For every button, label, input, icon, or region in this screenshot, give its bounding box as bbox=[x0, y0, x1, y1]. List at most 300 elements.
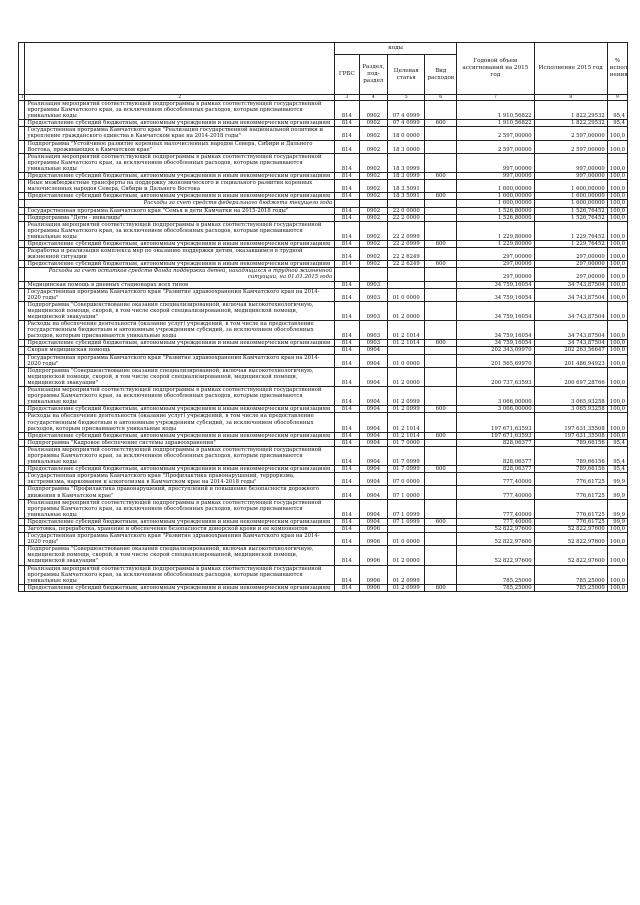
row-article-cell: 22 2 0999 bbox=[388, 221, 425, 240]
row-name-cell: Предоставление субсидий бюджетным, автономным учреждениям и иным некоммерческим организациям bbox=[25, 340, 335, 347]
row-exec-cell: 197 631,35508 bbox=[534, 413, 607, 432]
table-row bbox=[19, 240, 628, 247]
row-grbs-cell: 814 bbox=[335, 281, 359, 288]
header-grbs: ГРБС bbox=[335, 55, 359, 95]
row-grbs-cell: 814 bbox=[335, 240, 359, 247]
table-row bbox=[19, 261, 628, 268]
row-section-cell: 0902 bbox=[359, 173, 388, 180]
row-name-cell: Предоставление субсидий бюджетным, автономным учреждениям и иным некоммерческим организациям bbox=[25, 584, 335, 591]
row-section-cell: 0902 bbox=[359, 248, 388, 261]
row-pct-cell: 100,0 bbox=[607, 367, 627, 386]
row-section-cell: 0904 bbox=[359, 387, 388, 406]
row-exp-type-cell bbox=[425, 387, 457, 406]
row-name-cell: Государственная программа Камчатского края "Семья и дети Камчатки на 2015-2018 годы" bbox=[25, 207, 335, 214]
row-grbs-cell: 814 bbox=[335, 518, 359, 525]
row-exec-cell: 3 065,93258 bbox=[534, 387, 607, 406]
row-section-cell: 0902 bbox=[359, 101, 388, 120]
row-exp-type-cell: 600 bbox=[425, 584, 457, 591]
row-grbs-cell: 814 bbox=[335, 499, 359, 518]
row-pct-cell: 100,0 bbox=[607, 301, 627, 320]
row-section-cell: 0904 bbox=[359, 466, 388, 473]
table-row bbox=[19, 301, 628, 320]
row-section-cell: 0903 bbox=[359, 281, 388, 288]
row-section-cell: 0904 bbox=[359, 354, 388, 367]
row-grbs-cell: 814 bbox=[335, 261, 359, 268]
row-grbs-cell: 814 bbox=[335, 526, 359, 533]
row-pct-cell: 99,9 bbox=[607, 473, 627, 486]
row-article-cell: 01 7 0999 bbox=[388, 446, 425, 465]
row-exec-cell: 200 697,28766 bbox=[534, 367, 607, 386]
table-row bbox=[19, 446, 628, 465]
row-exp-type-cell bbox=[425, 207, 457, 214]
row-exec-cell: 34 743,87504 bbox=[534, 301, 607, 320]
row-pct-cell: 100,0 bbox=[607, 268, 627, 281]
row-exec-cell: 1 600,00000 bbox=[534, 193, 607, 200]
table-row bbox=[19, 354, 628, 367]
row-pct-cell: 100,0 bbox=[607, 526, 627, 533]
row-annual-cell: 2 597,00000 bbox=[457, 140, 534, 153]
row-exp-type-cell: 600 bbox=[425, 173, 457, 180]
table-row bbox=[19, 584, 628, 591]
row-section-cell: 0903 bbox=[359, 340, 388, 347]
table-row bbox=[19, 173, 628, 180]
row-article-cell: 01 2 1014 bbox=[388, 413, 425, 432]
row-grbs-cell bbox=[335, 200, 359, 207]
row-exec-cell: 3 065,93258 bbox=[534, 406, 607, 413]
budget-sheet bbox=[18, 42, 628, 592]
row-article-cell: 07 4 0999 bbox=[388, 101, 425, 120]
row-name-cell: Государственная программа Камчатского края "Развитие здравоохранения Камчатского края на 2014-2020 годы" bbox=[25, 288, 335, 301]
row-exec-cell: 201 486,94923 bbox=[534, 354, 607, 367]
row-pct-cell: 95,4 bbox=[607, 446, 627, 465]
row-exp-type-cell bbox=[425, 546, 457, 565]
row-grbs-cell: 814 bbox=[335, 439, 359, 446]
row-exp-type-cell bbox=[425, 473, 457, 486]
table-row bbox=[19, 207, 628, 214]
table-row bbox=[19, 347, 628, 354]
row-exec-cell: 1 822,29532 bbox=[534, 120, 607, 127]
row-exec-cell: 789,66156 bbox=[534, 446, 607, 465]
row-exec-cell: 785,25000 bbox=[534, 565, 607, 584]
row-name-cell: Реализация мероприятий соответствующей подпрограммы в рамках соответствующей государственной программы Камчатского края, за исключением обособленных расходов, которым присваиваются уникальные коды bbox=[25, 565, 335, 584]
row-exec-cell: 52 822,97600 bbox=[534, 546, 607, 565]
row-grbs-cell: 814 bbox=[335, 367, 359, 386]
row-grbs-cell: 814 bbox=[335, 432, 359, 439]
row-section-cell: 0904 bbox=[359, 347, 388, 354]
row-grbs-cell: 814 bbox=[335, 340, 359, 347]
row-annual-cell: 777,40000 bbox=[457, 499, 534, 518]
row-section-cell: 0904 bbox=[359, 406, 388, 413]
row-grbs-cell: 814 bbox=[335, 473, 359, 486]
row-grbs-cell: 814 bbox=[335, 565, 359, 584]
row-section-cell: 0906 bbox=[359, 526, 388, 533]
row-article-cell bbox=[388, 281, 425, 288]
index-cell: 7 bbox=[457, 95, 534, 101]
row-name-cell: Реализация мероприятий соответствующей подпрограммы в рамках соответствующей государственной программы Камчатского края, за исключением обособленных расходов, которым присваиваются уникальные коды bbox=[25, 101, 335, 120]
row-pct-cell: 100,0 bbox=[607, 281, 627, 288]
table-row bbox=[19, 406, 628, 413]
row-section-cell: 0904 bbox=[359, 439, 388, 446]
row-name-cell: Подпрограмма "Дети - инвалиды" bbox=[25, 214, 335, 221]
row-annual-cell: 3 066,00000 bbox=[457, 387, 534, 406]
row-section-cell: 0902 bbox=[359, 180, 388, 193]
row-grbs-cell: 814 bbox=[335, 413, 359, 432]
row-annual-cell: 200 737,63593 bbox=[457, 367, 534, 386]
row-name-cell: Подпрограмма "Кадровое обеспечение системы здравоохранения" bbox=[25, 439, 335, 446]
row-annual-cell: 201 565,69970 bbox=[457, 354, 534, 367]
row-article-cell: 07 1 0999 bbox=[388, 499, 425, 518]
row-grbs-cell: 814 bbox=[335, 466, 359, 473]
row-section-cell: 0906 bbox=[359, 546, 388, 565]
row-exec-cell: 297,00000 bbox=[534, 248, 607, 261]
row-pct-cell: 95,4 bbox=[607, 101, 627, 120]
row-section-cell: 0904 bbox=[359, 518, 388, 525]
row-name-cell: Предоставление субсидий бюджетным, автономным учреждениям и иным некоммерческим организациям bbox=[25, 261, 335, 268]
row-pct-cell: 100,0 bbox=[607, 180, 627, 193]
row-grbs-cell: 814 bbox=[335, 347, 359, 354]
row-exp-type-cell bbox=[425, 446, 457, 465]
row-annual-cell: 34 759,16054 bbox=[457, 301, 534, 320]
row-exec-cell: 202 263,56647 bbox=[534, 347, 607, 354]
row-article-cell: 22 2 6249 bbox=[388, 261, 425, 268]
table-row bbox=[19, 214, 628, 221]
row-grbs-cell: 814 bbox=[335, 354, 359, 367]
row-grbs-cell: 814 bbox=[335, 214, 359, 221]
row-annual-cell: 777,40000 bbox=[457, 518, 534, 525]
row-exec-cell: 776,61725 bbox=[534, 518, 607, 525]
row-exp-type-cell bbox=[425, 526, 457, 533]
table-row bbox=[19, 533, 628, 546]
table-row bbox=[19, 193, 628, 200]
row-annual-cell: 1 526,80000 bbox=[457, 207, 534, 214]
row-name-cell: Реализация мероприятий соответствующей подпрограммы в рамках соответствующей государственной программы Камчатского края, за исключением обособленных расходов, которым присваиваются уникальные коды bbox=[25, 499, 335, 518]
row-annual-cell: 1 526,80000 bbox=[457, 214, 534, 221]
row-article-cell: 18 3 5091 bbox=[388, 180, 425, 193]
row-section-cell: 0906 bbox=[359, 565, 388, 584]
row-pct-cell: 100,0 bbox=[607, 261, 627, 268]
row-section-cell: 0902 bbox=[359, 221, 388, 240]
row-article-cell: 07 1 0999 bbox=[388, 518, 425, 525]
row-section-cell: 0904 bbox=[359, 499, 388, 518]
row-pct-cell: 100,0 bbox=[607, 533, 627, 546]
row-name-cell: Расходы за счет остатков средств Фонда поддержки детей, находящихся в трудной жизненной ситуации, на 01.01.2015 года bbox=[25, 268, 335, 281]
row-annual-cell: 197 671,63593 bbox=[457, 432, 534, 439]
row-annual-cell: 997,00000 bbox=[457, 173, 534, 180]
row-annual-cell: 785,25000 bbox=[457, 584, 534, 591]
row-article-cell: 01 0 0000 bbox=[388, 533, 425, 546]
row-pct-cell: 100,0 bbox=[607, 546, 627, 565]
row-name-cell: Разработка и реализация комплекса мер по оказанию поддержки детям, оказавшимся в трудной жизненной ситуации bbox=[25, 248, 335, 261]
row-annual-cell: 34 759,16054 bbox=[457, 281, 534, 288]
row-article-cell bbox=[388, 200, 425, 207]
row-name-cell: Реализация мероприятий соответствующей подпрограммы в рамках соответствующей государственной программы Камчатского края, за исключением обособленных расходов, которым присваиваются уникальные коды bbox=[25, 387, 335, 406]
row-pct-cell: 100,0 bbox=[607, 406, 627, 413]
row-exec-cell: 2 597,00000 bbox=[534, 140, 607, 153]
row-article-cell: 01 7 0000 bbox=[388, 439, 425, 446]
row-annual-cell: 52 822,97600 bbox=[457, 533, 534, 546]
row-exp-type-cell: 600 bbox=[425, 432, 457, 439]
table-row bbox=[19, 248, 628, 261]
row-exp-type-cell: 600 bbox=[425, 240, 457, 247]
header-pct: % испол нения bbox=[607, 43, 627, 95]
row-article-cell bbox=[388, 268, 425, 281]
row-article-cell: 01 0 0000 bbox=[388, 288, 425, 301]
row-name-cell: Иные межбюджетные трансферты на поддержку экономического и социального развития коренных малочисленных народов Севера, Сибири и Дальнего Востока bbox=[25, 180, 335, 193]
row-article-cell: 01 2 0999 bbox=[388, 565, 425, 584]
row-exp-type-cell bbox=[425, 127, 457, 140]
row-exp-type-cell: 600 bbox=[425, 466, 457, 473]
table-row bbox=[19, 565, 628, 584]
row-pct-cell: 100,0 bbox=[607, 127, 627, 140]
row-exp-type-cell bbox=[425, 268, 457, 281]
row-exec-cell: 789,66156 bbox=[534, 466, 607, 473]
row-grbs-cell bbox=[335, 268, 359, 281]
row-article-cell: 01 2 1014 bbox=[388, 321, 425, 340]
row-annual-cell: 1 229,80000 bbox=[457, 240, 534, 247]
row-article-cell: 01 7 0999 bbox=[388, 466, 425, 473]
row-grbs-cell: 814 bbox=[335, 406, 359, 413]
row-exec-cell: 297,00000 bbox=[534, 261, 607, 268]
table-row bbox=[19, 268, 628, 281]
table-row bbox=[19, 466, 628, 473]
index-cell: 9 bbox=[607, 95, 627, 101]
row-pct-cell: 100,0 bbox=[607, 584, 627, 591]
row-name-cell: Предоставление субсидий бюджетным, автономным учреждениям и иным некоммерческим организациям bbox=[25, 406, 335, 413]
row-annual-cell: 297,00000 bbox=[457, 261, 534, 268]
row-pct-cell: 95,4 bbox=[607, 466, 627, 473]
table-row bbox=[19, 127, 628, 140]
row-name-cell: Государственная программа Камчатского края "Профилактика правонарушений, терроризма, экстремизма, наркомании и алкоголизма в Камчатском крае на 2014-2018 годы" bbox=[25, 473, 335, 486]
row-grbs-cell: 814 bbox=[335, 301, 359, 320]
row-exec-cell: 1 526,76452 bbox=[534, 207, 607, 214]
index-cell: 4 bbox=[359, 95, 388, 101]
row-exp-type-cell bbox=[425, 301, 457, 320]
row-annual-cell: 2 597,00000 bbox=[457, 127, 534, 140]
row-name-cell: Предоставление субсидий бюджетным, автономным учреждениям и иным некоммерческим организациям bbox=[25, 120, 335, 127]
row-pct-cell: 100,0 bbox=[607, 340, 627, 347]
row-name-cell: Медицинская помощь в дневных стационарах всех типов bbox=[25, 281, 335, 288]
row-article-cell: 07 0 0000 bbox=[388, 473, 425, 486]
row-article-cell: 18 3 0999 bbox=[388, 173, 425, 180]
row-annual-cell: 828,06377 bbox=[457, 439, 534, 446]
table-row bbox=[19, 486, 628, 499]
row-article-cell: 01 2 0000 bbox=[388, 367, 425, 386]
row-pct-cell: 95,4 bbox=[607, 439, 627, 446]
row-exec-cell: 1 822,29532 bbox=[534, 101, 607, 120]
row-annual-cell: 777,40000 bbox=[457, 486, 534, 499]
table-row bbox=[19, 101, 628, 120]
row-pct-cell: 100,0 bbox=[607, 387, 627, 406]
row-grbs-cell: 814 bbox=[335, 193, 359, 200]
row-grbs-cell: 814 bbox=[335, 321, 359, 340]
row-pct-cell: 100,0 bbox=[607, 288, 627, 301]
table-row bbox=[19, 120, 628, 127]
row-section-cell: 0904 bbox=[359, 367, 388, 386]
row-exp-type-cell bbox=[425, 367, 457, 386]
table-row bbox=[19, 153, 628, 172]
row-grbs-cell: 814 bbox=[335, 387, 359, 406]
row-annual-cell: 777,40000 bbox=[457, 473, 534, 486]
row-name-cell: Подпрограмма "Профилактика правонарушений, преступлений и повышение безопасности дорожного движения в Камчатском крае" bbox=[25, 486, 335, 499]
header-codes: коды bbox=[335, 43, 457, 55]
table-row bbox=[19, 140, 628, 153]
row-grbs-cell: 814 bbox=[335, 140, 359, 153]
row-annual-cell: 828,06377 bbox=[457, 466, 534, 473]
table-row bbox=[19, 439, 628, 446]
row-name-cell: Государственная программа Камчатского края "Развитие здравоохранения Камчатского края на 2014-2020 годы" bbox=[25, 533, 335, 546]
header-annual: Годовой объем ассигнований на 2015 год bbox=[457, 43, 534, 95]
row-pct-cell: 100,0 bbox=[607, 153, 627, 172]
row-exec-cell: 1 229,76452 bbox=[534, 240, 607, 247]
row-exp-type-cell bbox=[425, 248, 457, 261]
row-article-cell: 18 3 0000 bbox=[388, 140, 425, 153]
row-name-cell: Расходы на обеспечение деятельности (оказание услуг) учреждений, в том числе на предоставление государственным бюджетным и автономным учреждениям субсидий, за исключением обособленных расходов, которым присваиваются уникальные коды bbox=[25, 413, 335, 432]
row-name-cell: Расходы на обеспечение деятельности (оказание услуг) учреждений, в том числе на предоставление государственным бюджетным и автономным учреждениям субсидий, за исключением обособленных расходов, которым присваиваются уникальные коды bbox=[25, 321, 335, 340]
table-row bbox=[19, 499, 628, 518]
table-row bbox=[19, 288, 628, 301]
row-name-cell: Реализация мероприятий соответствующей подпрограммы в рамках соответствующей государственной программы Камчатского края, за исключением обособленных расходов, которым присваиваются уникальные коды bbox=[25, 221, 335, 240]
row-article-cell: 01 2 0999 bbox=[388, 584, 425, 591]
row-exp-type-cell bbox=[425, 499, 457, 518]
row-article-cell: 01 2 0999 bbox=[388, 387, 425, 406]
row-name-cell: Подпрограмма "Совершенствование оказания специализированной, включая высокотехнологичную, медицинской помощи, скорой, в том числе скорой специализированной, медицинской помощи, медицинской эвакуации" bbox=[25, 367, 335, 386]
row-pct-cell: 100,0 bbox=[607, 200, 627, 207]
row-exec-cell: 197 631,35508 bbox=[534, 432, 607, 439]
budget-table bbox=[18, 42, 628, 592]
row-exec-cell: 997,00000 bbox=[534, 173, 607, 180]
row-name-cell: Заготовка, переработка, хранение и обеспечение безопасности донорской крови и ее компонентов bbox=[25, 526, 335, 533]
row-exec-cell: 34 743,87504 bbox=[534, 281, 607, 288]
row-annual-cell: 34 759,16054 bbox=[457, 321, 534, 340]
row-exp-type-cell bbox=[425, 101, 457, 120]
header-exec: Исполнение 2015 год bbox=[534, 43, 607, 95]
row-grbs-cell: 814 bbox=[335, 288, 359, 301]
row-name-cell: Предоставление субсидий бюджетным, автономным учреждениям и иным некоммерческим организациям bbox=[25, 466, 335, 473]
row-section-cell bbox=[359, 200, 388, 207]
row-pct-cell: 100,0 bbox=[607, 321, 627, 340]
row-article-cell: 07 4 0999 bbox=[388, 120, 425, 127]
table-row bbox=[19, 413, 628, 432]
row-grbs-cell: 814 bbox=[335, 173, 359, 180]
row-section-cell: 0902 bbox=[359, 214, 388, 221]
row-pct-cell: 100,0 bbox=[607, 413, 627, 432]
row-exp-type-cell: 600 bbox=[425, 340, 457, 347]
row-section-cell: 0904 bbox=[359, 432, 388, 439]
row-name-cell: Предоставление субсидий бюджетным, автономным учреждениям и иным некоммерческим организациям bbox=[25, 240, 335, 247]
row-section-cell: 0904 bbox=[359, 486, 388, 499]
row-pct-cell: 100,0 bbox=[607, 248, 627, 261]
row-exp-type-cell: 600 bbox=[425, 518, 457, 525]
header-article: Целевая статья bbox=[388, 55, 425, 95]
row-exp-type-cell bbox=[425, 288, 457, 301]
row-exp-type-cell bbox=[425, 486, 457, 499]
row-article-cell: 18 3 0999 bbox=[388, 153, 425, 172]
row-annual-cell: 34 759,16054 bbox=[457, 288, 534, 301]
row-article-cell bbox=[388, 526, 425, 533]
index-cell: 6 bbox=[425, 95, 457, 101]
row-exp-type-cell bbox=[425, 140, 457, 153]
row-exec-cell: 34 743,87504 bbox=[534, 340, 607, 347]
row-annual-cell: 1 910,56822 bbox=[457, 101, 534, 120]
row-grbs-cell: 814 bbox=[335, 153, 359, 172]
row-pct-cell: 100,0 bbox=[607, 221, 627, 240]
row-pct-cell: 99,9 bbox=[607, 518, 627, 525]
header-blank-2 bbox=[25, 43, 335, 95]
row-exp-type-cell: 600 bbox=[425, 406, 457, 413]
row-grbs-cell: 814 bbox=[335, 221, 359, 240]
row-annual-cell: 297,00000 bbox=[457, 248, 534, 261]
row-exec-cell: 34 743,87504 bbox=[534, 321, 607, 340]
table-row bbox=[19, 367, 628, 386]
row-article-cell: 01 2 1014 bbox=[388, 340, 425, 347]
row-exec-cell: 785,25000 bbox=[534, 584, 607, 591]
row-grbs-cell: 814 bbox=[335, 120, 359, 127]
row-article-cell: 01 2 0000 bbox=[388, 301, 425, 320]
row-annual-cell: 1 600,00000 bbox=[457, 200, 534, 207]
row-annual-cell: 997,00000 bbox=[457, 153, 534, 172]
row-annual-cell: 297,00000 bbox=[457, 268, 534, 281]
row-annual-cell: 1 229,80000 bbox=[457, 221, 534, 240]
row-exec-cell: 52 822,97600 bbox=[534, 533, 607, 546]
index-cell: 8 bbox=[534, 95, 607, 101]
table-row bbox=[19, 526, 628, 533]
row-exp-type-cell bbox=[425, 439, 457, 446]
row-grbs-cell: 814 bbox=[335, 446, 359, 465]
row-name-cell: Реализация мероприятий соответствующей подпрограммы в рамках соответствующей государственной программы Камчатского края, за исключением обособленных расходов, которым присваиваются уникальные коды bbox=[25, 153, 335, 172]
row-exp-type-cell bbox=[425, 321, 457, 340]
row-section-cell: 0904 bbox=[359, 413, 388, 432]
row-annual-cell: 52 822,97600 bbox=[457, 546, 534, 565]
row-exp-type-cell bbox=[425, 565, 457, 584]
row-annual-cell: 828,06377 bbox=[457, 446, 534, 465]
table-row bbox=[19, 281, 628, 288]
row-name-cell: Реализация мероприятий соответствующей подпрограммы в рамках соответствующей государственной программы Камчатского края, за исключением обособленных расходов, которым присваиваются уникальные коды bbox=[25, 446, 335, 465]
index-cell: 2 bbox=[25, 95, 335, 101]
row-section-cell: 0903 bbox=[359, 321, 388, 340]
row-annual-cell: 52 822,97600 bbox=[457, 526, 534, 533]
index-cell: 1 bbox=[19, 95, 25, 101]
row-name-cell: Подпрограмма "Устойчивое развитие коренных малочисленных народов Севера, Сибири и Дальнего Востока, проживающих в Камчатском крае" bbox=[25, 140, 335, 153]
row-section-cell: 0902 bbox=[359, 140, 388, 153]
row-section-cell: 0902 bbox=[359, 120, 388, 127]
row-name-cell: Государственная программа Камчатского края "Реализация государственной национальной политики и укрепление гражданского единства в Камчатском крае на 2014-2018 годы" bbox=[25, 127, 335, 140]
row-pct-cell: 100,0 bbox=[607, 565, 627, 584]
row-grbs-cell: 814 bbox=[335, 546, 359, 565]
header-exp-type: Вид расходов bbox=[425, 55, 457, 95]
row-exp-type-cell bbox=[425, 354, 457, 367]
row-section-cell: 0902 bbox=[359, 153, 388, 172]
table-row bbox=[19, 473, 628, 486]
row-pct-cell: 100,0 bbox=[607, 240, 627, 247]
row-annual-cell: 1 600,00000 bbox=[457, 193, 534, 200]
row-grbs-cell: 814 bbox=[335, 127, 359, 140]
row-exec-cell: 789,66156 bbox=[534, 439, 607, 446]
row-exp-type-cell bbox=[425, 347, 457, 354]
row-article-cell: 22 0 0000 bbox=[388, 207, 425, 214]
row-section-cell: 0902 bbox=[359, 127, 388, 140]
row-exec-cell: 997,00000 bbox=[534, 153, 607, 172]
row-exp-type-cell: 600 bbox=[425, 261, 457, 268]
table-row bbox=[19, 321, 628, 340]
row-name-cell: Предоставление субсидий бюджетным, автономным учреждениям и иным некоммерческим организациям bbox=[25, 518, 335, 525]
row-section-cell: 0902 bbox=[359, 207, 388, 214]
row-article-cell: 01 2 1014 bbox=[388, 432, 425, 439]
row-exp-type-cell: 600 bbox=[425, 193, 457, 200]
row-pct-cell: 100,0 bbox=[607, 432, 627, 439]
table-row bbox=[19, 340, 628, 347]
row-exp-type-cell bbox=[425, 281, 457, 288]
row-section-cell bbox=[359, 268, 388, 281]
